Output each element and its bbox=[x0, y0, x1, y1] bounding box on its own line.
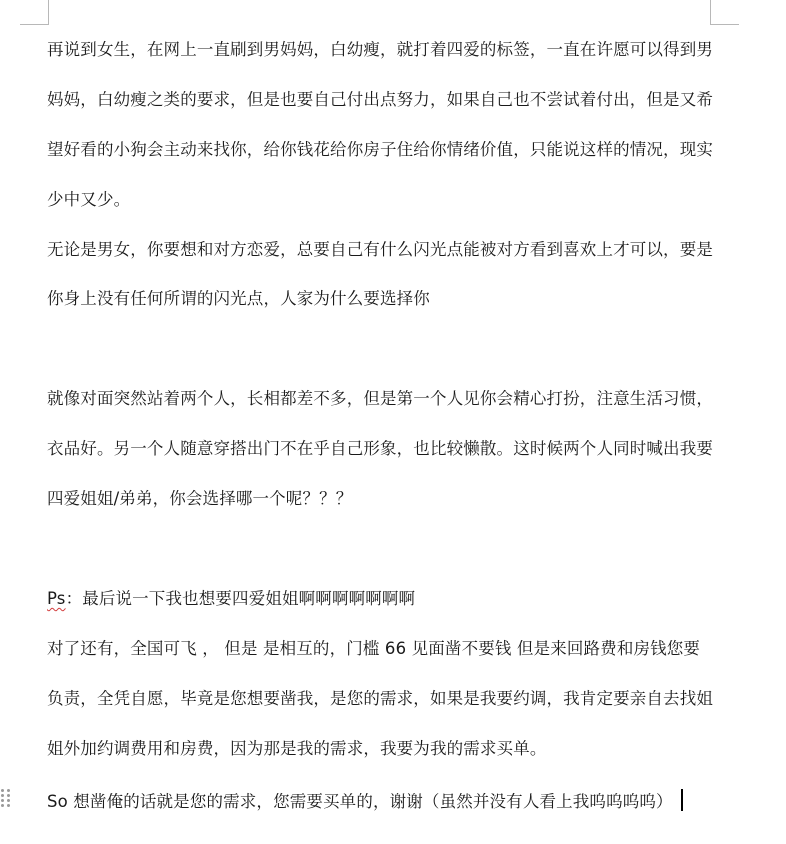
ps-text: ：最后说一下我也想要四爱姐姐啊啊啊啊啊啊啊 bbox=[65, 589, 416, 608]
paragraph-line[interactable]: 就像对面突然站着两个人，长相都差不多，但是第一个人见你会精心打扮，注意生活习惯， bbox=[47, 389, 713, 408]
paragraph-line[interactable]: 衣品好。另一个人随意穿搭出门不在乎自己形象，也比较懒散。这时候两个人同时喊出我要 bbox=[47, 439, 713, 458]
paragraph-line[interactable]: 四爱姐姐/弟弟，你会选择哪一个呢？？？ bbox=[47, 489, 353, 508]
drag-handle-icon[interactable] bbox=[1, 789, 11, 805]
paragraph-line[interactable]: 你身上没有任何所谓的闪光点，人家为什么要选择你 bbox=[47, 289, 430, 308]
ps-line[interactable] bbox=[47, 589, 415, 609]
paragraph-line[interactable]: 望好看的小狗会主动来找你，给你钱花给你房子住给你情绪价值，只能说这样的情况，现实 bbox=[47, 140, 713, 159]
last-paragraph-line[interactable] bbox=[47, 789, 683, 812]
paragraph-line[interactable]: 妈妈，白幼瘦之类的要求，但是也要自己付出点努力，如果自己也不尝试着付出，但是又希 bbox=[47, 90, 713, 109]
paragraph-line[interactable]: 姐外加约调费用和房费，因为那是我的需求，我要为我的需求买单。 bbox=[47, 739, 547, 758]
last-line-text: So 想凿俺的话就是您的需求，您需要买单的，谢谢（虽然并没有人看上我呜呜呜呜） bbox=[47, 792, 673, 811]
spellcheck-underlined-word[interactable]: Ps bbox=[47, 589, 66, 608]
paragraph-line[interactable]: 再说到女生，在网上一直刷到男妈妈，白幼瘦，就打着四爱的标签，一直在许愿可以得到男 bbox=[47, 40, 713, 59]
paragraph-line[interactable]: 对了还有，全国可飞 ， 但是 是相互的，门槛 66 见面凿不要钱 但是来回路费和房钱您要 bbox=[47, 639, 701, 658]
paragraph-line[interactable]: 无论是男女，你要想和对方恋爱，总要自己有什么闪光点能被对方看到喜欢上才可以，要是 bbox=[47, 240, 713, 259]
crop-mark-top-left bbox=[20, 0, 49, 25]
paragraph-line[interactable]: 负责，全凭自愿，毕竟是您想要凿我，是您的需求，如果是我要约调，我肯定要亲自去找姐 bbox=[47, 689, 713, 708]
text-cursor bbox=[681, 789, 683, 811]
crop-mark-top-right bbox=[710, 0, 739, 25]
paragraph-line[interactable]: 少中又少。 bbox=[47, 190, 131, 209]
